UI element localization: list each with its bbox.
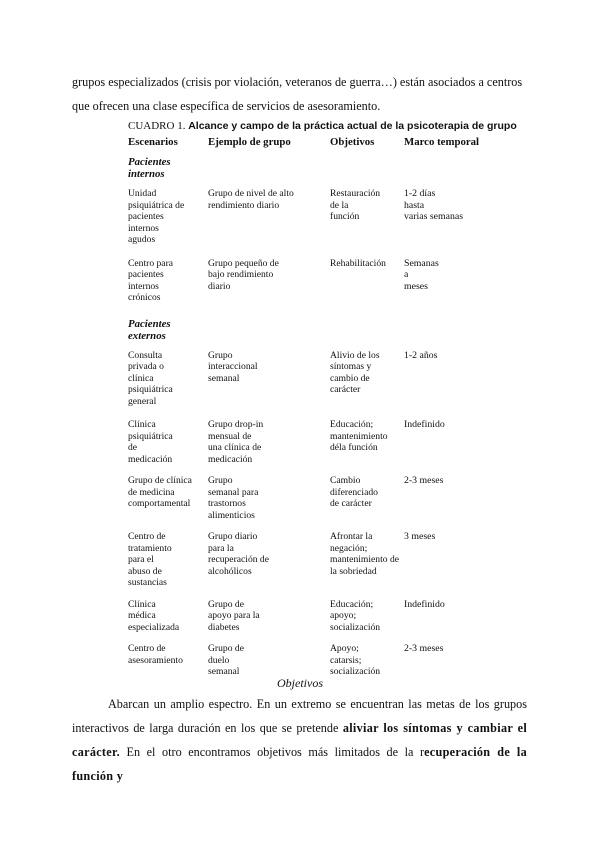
cell-marco: [404, 475, 488, 521]
cell-escenario-line: medicación: [128, 453, 173, 465]
cell-objetivo-line: diferenciado: [330, 486, 378, 498]
cell-escenario-line: abuso de: [128, 565, 162, 577]
section-pacientes-internos: [128, 156, 208, 180]
cell-objetivo: [330, 599, 404, 634]
cell-objetivo-line: Apoyo;: [330, 643, 359, 654]
cell-objetivo-line: síntomas y: [330, 361, 372, 372]
section-heading-objetivos: Objetivos: [277, 676, 323, 690]
cell-marco: [404, 643, 488, 678]
cell-ejemplo-line: alimenticios: [208, 509, 255, 521]
cell-objetivo-line: apoyo;: [330, 610, 357, 621]
cell-ejemplo: [208, 350, 330, 408]
cell-objetivo-line: catarsis;: [330, 654, 362, 666]
cell-ejemplo: [208, 475, 330, 521]
cell-ejemplo: [208, 188, 330, 246]
cell-escenario: [128, 643, 208, 678]
cell-ejemplo-line: Grupo de nivel de alto: [208, 188, 294, 199]
cell-objetivo-line: Alivio de los: [330, 349, 380, 361]
cell-marco-line: varias semanas: [404, 211, 464, 222]
cell-escenario: [128, 475, 208, 521]
cell-ejemplo-line: trastornos: [208, 498, 246, 509]
cell-marco: [404, 188, 488, 246]
paragraph-bold-2: ecuperación de la función y: [72, 745, 527, 783]
cell-ejemplo-line: Grupo pequeño de: [208, 257, 279, 269]
cell-ejemplo-line: apoyo para la: [208, 610, 260, 621]
cell-marco: [404, 258, 488, 304]
cell-marco-line: Indefinido: [404, 419, 445, 430]
cell-objetivo: [330, 531, 404, 589]
table-row: [128, 419, 488, 465]
cell-objetivo-line: función: [330, 211, 360, 222]
cell-marco-line: 2-3 meses: [404, 643, 444, 654]
cell-ejemplo-line: semanal para: [208, 486, 259, 498]
cell-escenario-line: psiquiátrica: [128, 430, 173, 442]
cell-marco: [404, 531, 488, 589]
paragraph-bold-1: aliviar los síntomas y cambiar el carácter.: [72, 721, 528, 759]
cell-marco-line: 1-2 días: [404, 188, 436, 199]
cell-objetivo-line: negación;: [330, 542, 368, 554]
cell-objetivo-line: mantenimiento: [330, 430, 388, 442]
cell-marco: [404, 350, 488, 408]
cell-escenario-line: pacientes: [128, 211, 164, 222]
cell-objetivo: [330, 350, 404, 408]
cell-objetivo-line: Afrontar la: [330, 531, 373, 542]
cell-marco-line: 3 meses: [404, 531, 436, 542]
table-cuadro-1: [128, 120, 517, 678]
cell-marco: [404, 599, 488, 634]
cell-escenario-line: Centro para: [128, 257, 174, 269]
cell-escenario-line: internos: [128, 222, 159, 234]
cell-ejemplo-line: mensual de: [208, 430, 252, 442]
cell-objetivo: [330, 643, 404, 678]
cell-objetivo-line: mantenimiento de: [330, 554, 400, 565]
cell-escenario-line: comportamental: [128, 498, 191, 509]
cell-escenario-line: asesoramiento: [128, 654, 183, 666]
cell-ejemplo-line: duelo: [208, 654, 230, 666]
paragraph-part-2: En el otro encontramos objetivos más limitados de la r: [126, 745, 425, 759]
cell-ejemplo-line: semanal: [208, 666, 240, 677]
table-caption-label: CUADRO 1.: [128, 120, 186, 132]
cell-escenario: [128, 531, 208, 589]
cell-objetivo-line: Rehabilitación: [330, 257, 386, 269]
cell-escenario-line: Unidad: [128, 188, 157, 199]
cell-escenario-line: privada o: [128, 361, 164, 372]
cell-ejemplo-line: para la: [208, 542, 234, 554]
paragraph-part-1: Abarcan un amplio espectro. En un extremo se encuentran las metas de los grupos interactivos de larga duración en los que se pretende: [72, 697, 527, 735]
intro-line-2: que ofrecen una clase específica de servicios de asesoramiento.: [72, 99, 381, 113]
cell-ejemplo-line: semanal: [208, 372, 240, 384]
cell-objetivo-line: déla función: [330, 442, 378, 453]
header-escenarios: Escenarios: [128, 136, 178, 148]
table-row: [128, 475, 488, 521]
table-row: [128, 350, 488, 408]
cell-ejemplo-line: rendimiento diario: [208, 199, 280, 211]
cell-escenario-line: de: [128, 442, 138, 453]
rows-externos: [128, 350, 488, 678]
intro-paragraph: [72, 70, 532, 118]
cell-ejemplo-line: alcohólicos: [208, 565, 252, 577]
section-externos-line-1: Pacientes: [128, 317, 171, 330]
section-internos-line-1: Pacientes: [128, 156, 171, 168]
cell-escenario-line: psiquiátrica de: [128, 199, 185, 211]
cell-ejemplo: [208, 643, 330, 678]
cell-marco-line: a: [404, 269, 409, 280]
cell-objetivo-line: Educación;: [330, 419, 374, 430]
cell-marco-line: Semanas: [404, 257, 439, 269]
cell-marco: [404, 419, 488, 465]
cell-ejemplo-line: Grupo drop-in: [208, 419, 264, 430]
cell-objetivo-line: la sobriedad: [330, 565, 377, 577]
cell-ejemplo-line: Grupo: [208, 349, 233, 361]
cell-ejemplo-line: diario: [208, 280, 231, 292]
header-marco: Marco temporal: [404, 136, 480, 148]
cell-escenario-line: de medicina: [128, 486, 175, 498]
cell-marco-line: hasta: [404, 199, 425, 211]
section-internos-line-2: internos: [128, 168, 165, 180]
cell-escenario: [128, 188, 208, 246]
cell-objetivo: [330, 419, 404, 465]
cell-escenario-line: pacientes: [128, 269, 164, 280]
cell-escenario-line: Centro de: [128, 643, 166, 654]
cell-escenario-line: Centro de: [128, 531, 166, 542]
objetivos-paragraph: [72, 692, 527, 788]
table-row: [128, 188, 488, 246]
cell-marco-line: 2-3 meses: [404, 475, 444, 486]
table-header-row: [128, 136, 488, 148]
cell-escenario-line: Grupo de clínica: [128, 475, 192, 486]
cell-ejemplo-line: diabetes: [208, 621, 240, 633]
cell-objetivo-line: socialización: [330, 666, 381, 677]
cell-objetivo: [330, 475, 404, 521]
cell-objetivo-line: Restauración: [330, 188, 381, 199]
cell-escenario-line: sustancias: [128, 577, 167, 588]
cell-objetivo-line: Educación;: [330, 598, 374, 610]
cell-marco-line: meses: [404, 280, 428, 292]
section-externos-line-2: externos: [128, 329, 166, 342]
cell-ejemplo-line: Grupo: [208, 475, 233, 486]
cell-ejemplo: [208, 258, 330, 304]
intro-line-1: grupos especializados (crisis por violación, veteranos de guerra…) están asociados a centros: [72, 75, 523, 89]
cell-ejemplo-line: medicación: [208, 453, 253, 465]
cell-escenario-line: para el: [128, 554, 154, 565]
cell-escenario-line: psiquiátrica: [128, 384, 173, 395]
cell-ejemplo-line: Grupo de: [208, 643, 244, 654]
cell-escenario-line: Clínica: [128, 598, 156, 610]
cell-objetivo-line: de carácter: [330, 498, 372, 509]
cell-objetivo: [330, 188, 404, 246]
cell-escenario: [128, 350, 208, 408]
cell-objetivo-line: de la: [330, 199, 349, 211]
cell-ejemplo-line: Grupo diario: [208, 531, 258, 542]
cell-escenario: [128, 419, 208, 465]
cell-escenario-line: crónicos: [128, 292, 161, 303]
header-objetivos: Objetivos: [330, 136, 375, 148]
cell-ejemplo-line: bajo rendimiento: [208, 269, 274, 280]
cell-ejemplo: [208, 531, 330, 589]
cell-escenario-line: médica: [128, 610, 156, 621]
table-caption: [128, 120, 517, 132]
section-pacientes-externos: [128, 318, 208, 342]
cell-ejemplo: [208, 419, 330, 465]
cell-objetivo-line: cambio de: [330, 372, 370, 384]
cell-escenario-line: tratamiento: [128, 542, 172, 554]
rows-internos: [128, 188, 488, 304]
table-caption-title: Alcance y campo de la práctica actual de la psicoterapia de grupo: [188, 120, 517, 132]
cell-objetivo-line: Cambio: [330, 475, 361, 486]
cell-escenario-line: especializada: [128, 621, 180, 633]
header-ejemplo: Ejemplo de grupo: [208, 136, 291, 148]
cell-escenario-line: general: [128, 395, 157, 407]
cell-escenario-line: Consulta: [128, 349, 163, 361]
cell-escenario-line: internos: [128, 280, 159, 292]
cell-escenario-line: agudos: [128, 234, 156, 245]
table-row: [128, 531, 488, 589]
cell-marco-line: Indefinido: [404, 598, 445, 610]
cell-ejemplo-line: recuperación de: [208, 554, 269, 565]
cell-ejemplo-line: Grupo de: [208, 598, 244, 610]
cell-objetivo-line: socialización: [330, 621, 381, 633]
cell-objetivo-line: carácter: [330, 384, 361, 395]
cell-ejemplo: [208, 599, 330, 634]
cell-escenario: [128, 258, 208, 304]
table-row: [128, 258, 488, 304]
cell-marco-line: 1-2 años: [404, 349, 438, 361]
table-row: [128, 643, 488, 678]
table-row: [128, 599, 488, 634]
cell-escenario-line: clínica: [128, 372, 154, 384]
cell-ejemplo-line: una clínica de: [208, 442, 262, 453]
cell-escenario: [128, 599, 208, 634]
cell-objetivo: [330, 258, 404, 304]
cell-escenario-line: Clínica: [128, 419, 156, 430]
cell-ejemplo-line: interaccional: [208, 361, 258, 372]
